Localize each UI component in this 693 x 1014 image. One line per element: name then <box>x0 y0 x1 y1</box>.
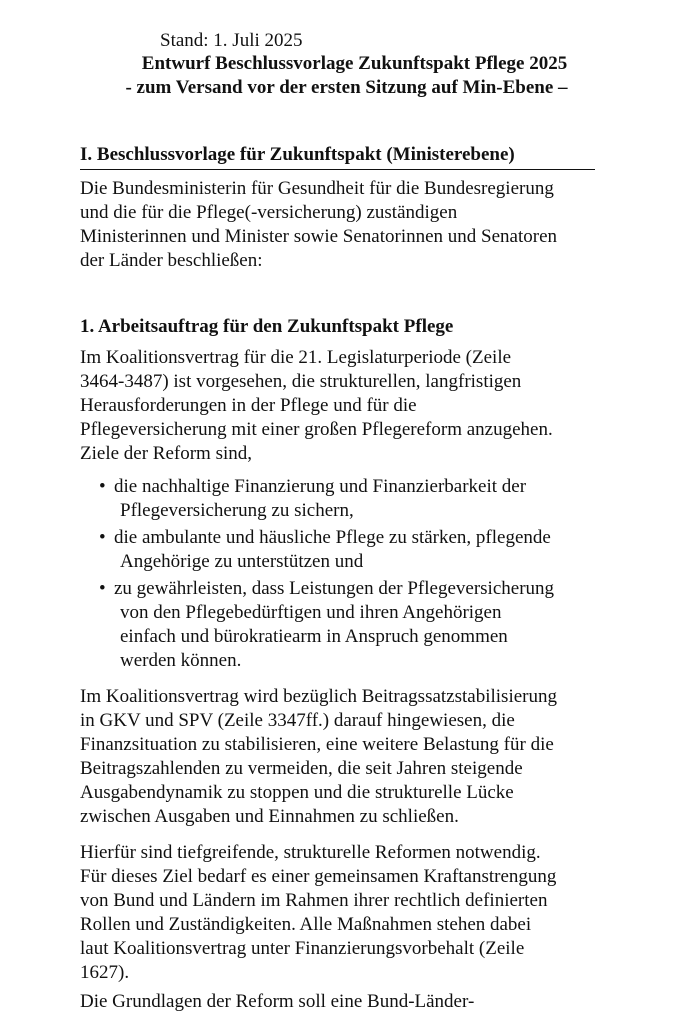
document-subtitle: - zum Versand vor der ersten Sitzung auf Min-Ebene – <box>125 77 568 98</box>
text-line: von den Pflegebedürftigen und ihren Angehörigen <box>120 602 502 623</box>
text-line: Angehörige zu unterstützen und <box>120 551 364 572</box>
text-line: und die für die Pflege(-versicherung) zuständigen <box>80 202 458 223</box>
paragraph-coalition-goals <box>80 346 600 466</box>
bullet-icon: • <box>99 476 106 497</box>
document-title: Entwurf Beschlussvorlage Zukunftspakt Pflege 2025 <box>141 53 568 74</box>
text-line: Im Koalitionsvertrag für die 21. Legislaturperiode (Zeile <box>80 347 512 368</box>
text-line: zwischen Ausgaben und Einnahmen zu schließen. <box>80 806 459 827</box>
list-item <box>96 526 616 574</box>
text-line: Herausforderungen in der Pflege und für die <box>80 395 417 416</box>
text-line: Ausgabendynamik zu stoppen und die strukturelle Lücke <box>80 782 514 803</box>
text-line: zu gewährleisten, dass Leistungen der Pflegeversicherung <box>114 578 555 599</box>
intro-paragraph <box>80 177 600 273</box>
section-heading: I. Beschlussvorlage für Zukunftspakt (Ministerebene) <box>80 144 595 170</box>
text-line: einfach und bürokratiearm in Anspruch genommen <box>120 626 508 647</box>
paragraph-contribution-stabilization <box>80 685 600 829</box>
text-line: Im Koalitionsvertrag wird bezüglich Beitragssatzstabilisierung <box>80 686 557 707</box>
goals-bullet-list <box>96 475 616 676</box>
list-item <box>96 577 616 673</box>
document-date: Stand: 1. Juli 2025 <box>160 30 303 51</box>
text-line: Rollen und Zuständigkeiten. Alle Maßnahmen stehen dabei <box>80 914 532 935</box>
text-line: werden können. <box>120 650 242 671</box>
text-line: Ministerinnen und Minister sowie Senatorinnen und Senatoren <box>80 226 558 247</box>
text-line: laut Koalitionsvertrag unter Finanzierungsvorbehalt (Zeile <box>80 938 525 959</box>
subsection-heading: 1. Arbeitsauftrag für den Zukunftspakt Pflege <box>80 316 454 337</box>
text-line: Die Grundlagen der Reform soll eine Bund-Länder- <box>80 991 475 1012</box>
text-line: Ziele der Reform sind, <box>80 443 253 464</box>
text-line: die ambulante und häusliche Pflege zu stärken, pflegende <box>114 527 551 548</box>
bullet-icon: • <box>99 527 106 548</box>
paragraph-reform-basis-cut-off <box>80 990 600 1014</box>
text-line: Beitragszahlenden zu vermeiden, die seit Jahren steigende <box>80 758 523 779</box>
paragraph-structural-reforms <box>80 841 600 985</box>
text-line: der Länder beschließen: <box>80 250 263 271</box>
bullet-icon: • <box>99 578 106 599</box>
list-item <box>96 475 616 523</box>
text-line: Finanzsituation zu stabilisieren, eine weitere Belastung für die <box>80 734 554 755</box>
text-line: Pflegeversicherung zu sichern, <box>120 500 354 521</box>
text-line: 3464-3487) ist vorgesehen, die strukturellen, langfristigen <box>80 371 522 392</box>
text-line: in GKV und SPV (Zeile 3347ff.) darauf hingewiesen, die <box>80 710 515 731</box>
text-line: Für dieses Ziel bedarf es einer gemeinsamen Kraftanstrengung <box>80 866 557 887</box>
text-line: Hierfür sind tiefgreifende, strukturelle Reformen notwendig. <box>80 842 541 863</box>
text-line: 1627). <box>80 962 130 983</box>
text-line: die nachhaltige Finanzierung und Finanzierbarkeit der <box>114 476 527 497</box>
text-line: Pflegeversicherung mit einer großen Pflegereform anzugehen. <box>80 419 553 440</box>
text-line: Die Bundesministerin für Gesundheit für die Bundesregierung <box>80 178 554 199</box>
text-line: von Bund und Ländern im Rahmen ihrer rechtlich definierten <box>80 890 548 911</box>
